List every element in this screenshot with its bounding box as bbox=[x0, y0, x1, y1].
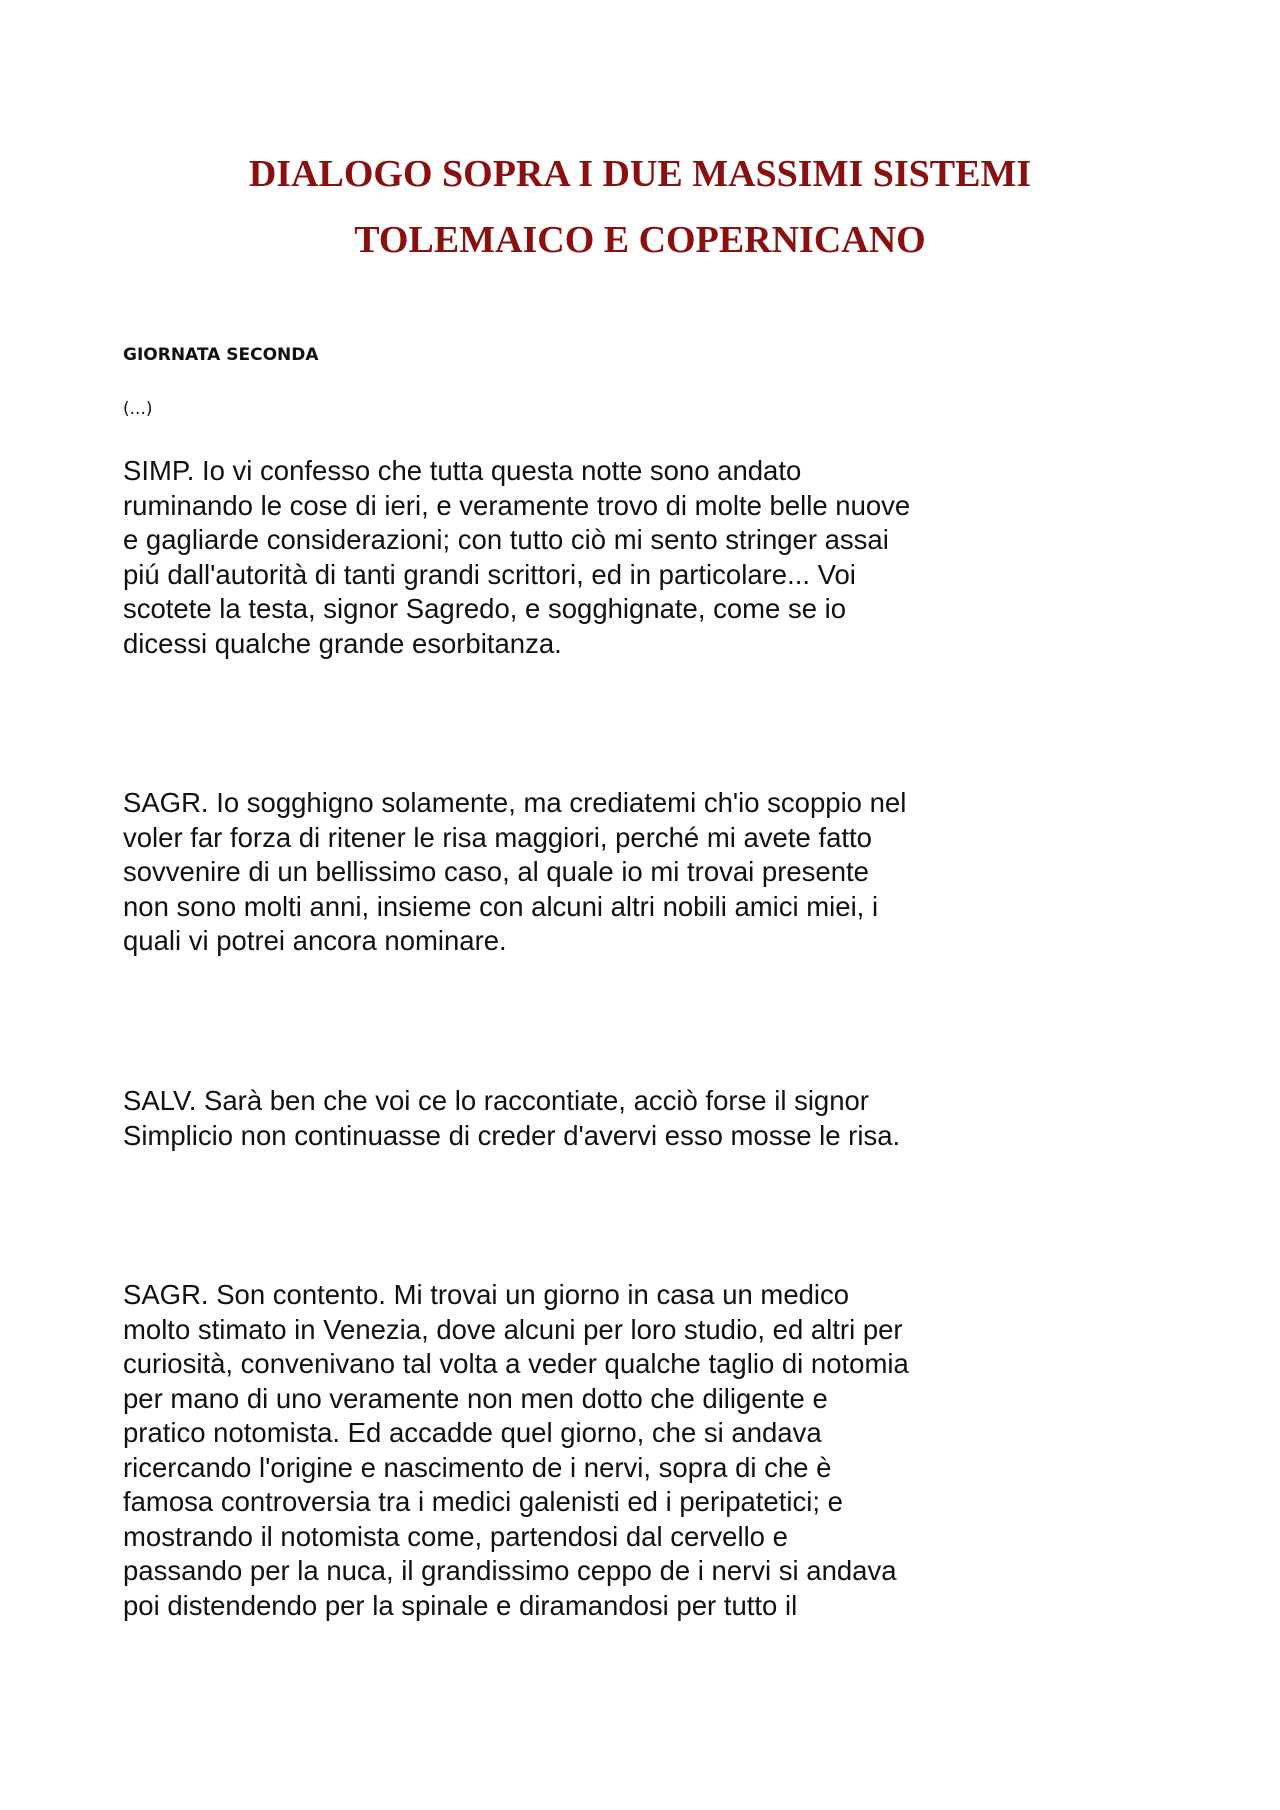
dialogue-paragraph-salv: SALV. Sarà ben che voi ce lo raccontiate, acciò forse il signor Simplicio non continuasse di creder d'avervi esso mosse le risa. bbox=[123, 1085, 901, 1151]
dialogue-paragraph-simp: SIMP. Io vi confesso che tutta questa notte sono andato ruminando le cose di ieri, e veramente trovo di molte belle nuove e gagliarde considerazioni; con tutto ciò mi sento stringer assai piú dall'autorità di tanti grandi scrittori, ed in particolare... Voi scotete la testa, signor Sagredo, e sogghignate, come se io dicessi qualche grande esorbitanza. bbox=[123, 455, 911, 659]
dialogue-paragraph-sagr-1: SAGR. Io sogghigno solamente, ma crediatemi ch'io scoppio nel voler far forza di ritener le risa maggiori, perché mi avete fatto sovvenire di un bellissimo caso, al quale io mi trovai presente non sono molti anni, insieme con alcuni altri nobili amici miei, i quali vi potrei ancora nominare. bbox=[123, 787, 907, 956]
omission-marker: (...) bbox=[123, 399, 153, 419]
dialogue-paragraph-sagr-2: SAGR. Son contento. Mi trovai un giorno in casa un medico molto stimato in Venezia, dove alcuni per loro studio, ed altri per curiosità, convenivano tal volta a veder qualche taglio di notomia per mano di uno veramente non men dotto che diligente e pratico notomista. Ed accadde quel giorno, che si andava ricercando l'origine e nascimento de i nervi, sopra di che è famosa controversia tra i medici galenisti ed i peripatetici; e mostrando il notomista come, partendosi dal cervello e passando per la nuca, il grandissimo ceppo de i nervi si andava poi distendendo per la spinale e diramandosi per tutto il bbox=[123, 1279, 909, 1621]
section-heading: GIORNATA SECONDA bbox=[123, 345, 319, 365]
document-title-line-1: DIALOGO SOPRA I DUE MASSIMI SISTEMI bbox=[248, 153, 1032, 195]
document-title-line-2: TOLEMAICO E COPERNICANO bbox=[354, 219, 926, 261]
